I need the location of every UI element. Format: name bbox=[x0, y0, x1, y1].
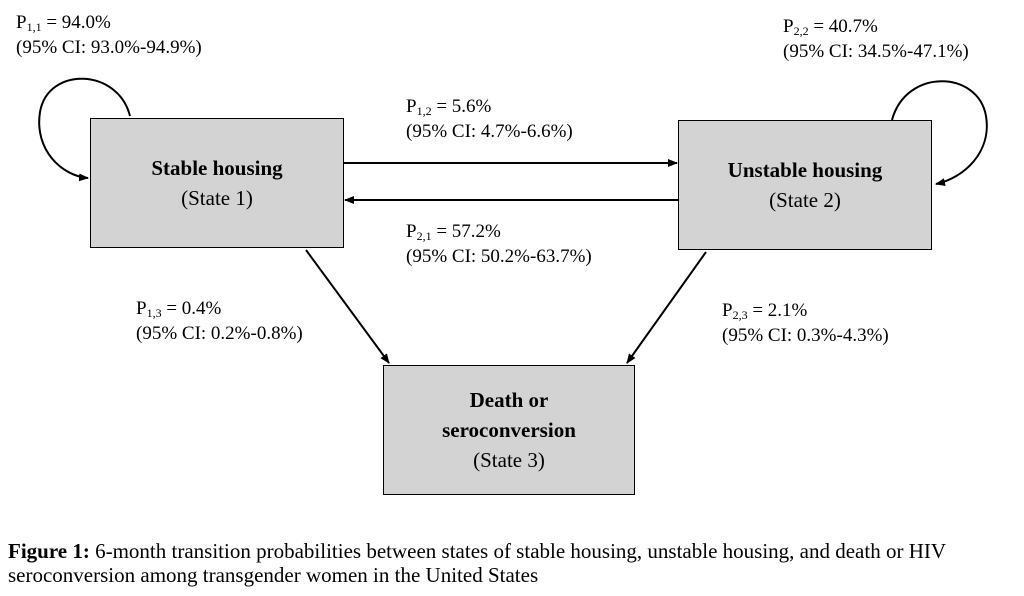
transition-label-p22: $P_{2,2} = 40.7\%$ (95% CI: 34.5%-47.1%) bbox=[783, 16, 969, 62]
figure-label: Figure 1: bbox=[8, 539, 90, 563]
state-3-name-line1: Death or bbox=[469, 388, 549, 412]
ci-p22: (95% CI: 34.5%-47.1%) bbox=[783, 41, 969, 62]
ci-p12: (95% CI: 4.7%-6.6%) bbox=[406, 121, 573, 142]
state-2-box bbox=[678, 120, 932, 250]
state-1-name: Stable housing bbox=[151, 156, 283, 180]
state-1-sub: (State 1) bbox=[181, 186, 253, 210]
figure-caption bbox=[8, 539, 1016, 587]
ci-p23: (95% CI: 0.3%-4.3%) bbox=[722, 325, 889, 346]
state-2-sub: (State 2) bbox=[769, 188, 841, 212]
transition-label-p23: $P_{2,3} = 2.1\%$ (95% CI: 0.3%-4.3%) bbox=[722, 300, 889, 346]
transition-label-p12: $P_{1,2} = 5.6\%$ (95% CI: 4.7%-6.6%) bbox=[406, 96, 573, 142]
arrow-state-2-to-state-3 bbox=[627, 252, 706, 363]
ci-p21: (95% CI: 50.2%-63.7%) bbox=[406, 246, 592, 267]
transition-label-p11: $P_{1,1} = 94.0\%$ (95% CI: 93.0%-94.9%) bbox=[16, 12, 202, 58]
state-3-sub: (State 3) bbox=[473, 448, 545, 472]
figure-caption-text: 6-month transition probabilities between states of stable housing, unstable housing, and death or HIV seroconversion among transgender women in the United States bbox=[8, 539, 946, 587]
state-3-box bbox=[383, 365, 635, 495]
transition-label-p13: $P_{1,3} = 0.4\%$ (95% CI: 0.2%-0.8%) bbox=[136, 298, 303, 344]
state-3-name-line2: seroconversion bbox=[442, 418, 576, 442]
ci-p13: (95% CI: 0.2%-0.8%) bbox=[136, 323, 303, 344]
transition-label-p21: $P_{2,1} = 57.2\%$ (95% CI: 50.2%-63.7%) bbox=[406, 221, 592, 267]
ci-p11: (95% CI: 93.0%-94.9%) bbox=[16, 37, 202, 58]
arrow-state-1-to-state-3 bbox=[306, 250, 389, 363]
state-1-box bbox=[90, 118, 344, 248]
state-2-name: Unstable housing bbox=[727, 158, 883, 182]
